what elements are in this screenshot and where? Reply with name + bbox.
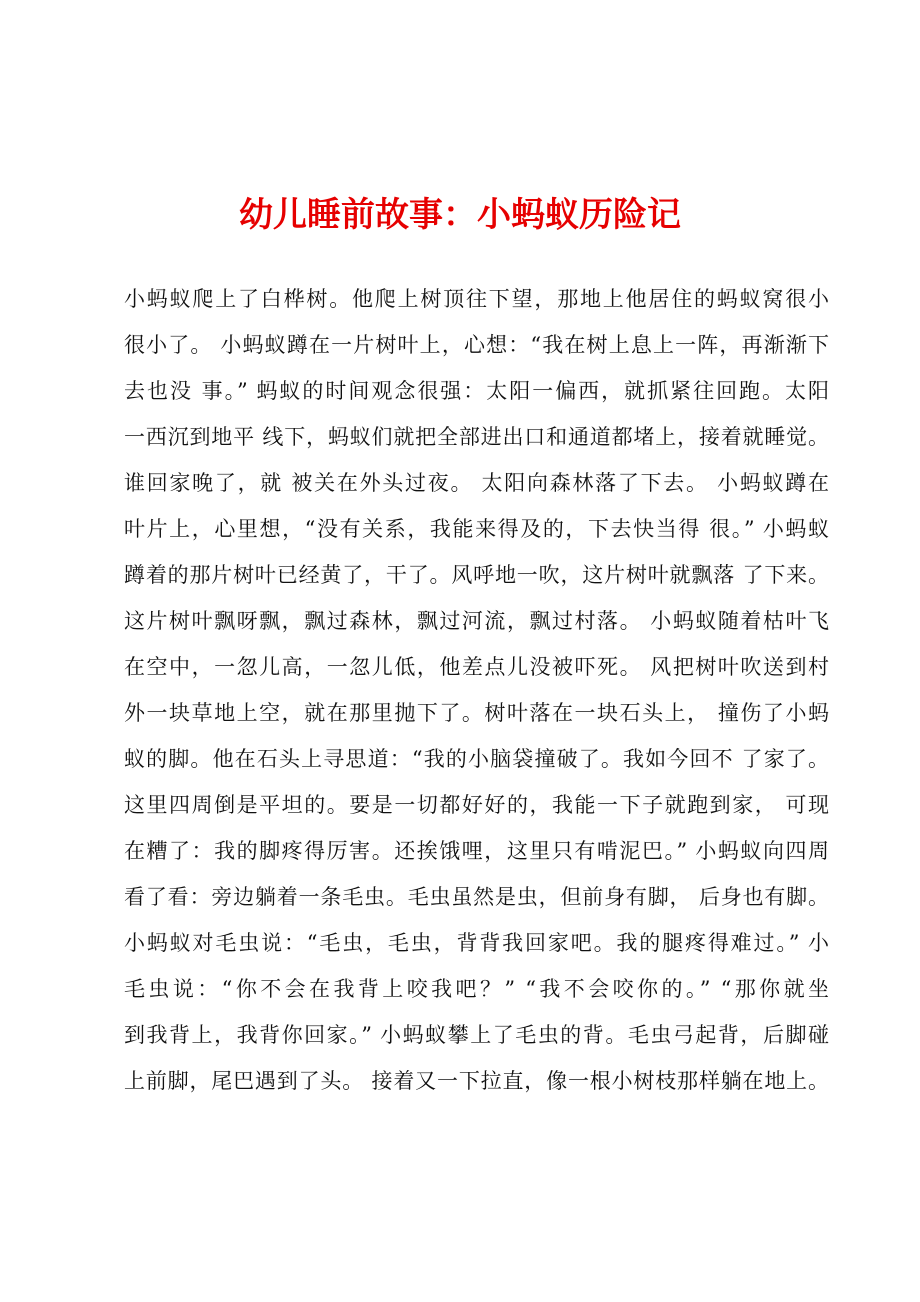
- text-line: 小蚂蚁爬上了白桦树。他爬上树顶往下望，那地上他居住的蚂蚁窝很小: [124, 287, 829, 311]
- text-line: 在空中，一忽儿高，一忽儿低，他差点儿没被吓死。 风把树叶吹送到村: [124, 655, 829, 679]
- text-line: 在糟了：我的脚疼得厉害。还挨饿哩，这里只有啃泥巴。” 小蚂蚁向四周: [124, 839, 829, 863]
- text-line: 谁回家晚了，就 被关在外头过夜。 太阳向森林落了下去。 小蚂蚁蹲在: [124, 471, 829, 495]
- text-line: 毛虫说：“你不会在我背上咬我吧？” “我不会咬你的。” “那你就坐: [124, 977, 829, 1001]
- text-line: 很小了。 小蚂蚁蹲在一片树叶上，心想：“我在树上息上一阵，再渐渐下: [124, 333, 829, 357]
- text-line: 外一块草地上空，就在那里抛下了。树叶落在一块石头上， 撞伤了小蚂: [124, 701, 829, 725]
- story-body: [124, 276, 829, 1104]
- text-line: 去也没 事。” 蚂蚁的时间观念很强：太阳一偏西，就抓紧往回跑。太阳: [124, 379, 829, 403]
- text-line: 蹲着的那片树叶已经黄了，干了。风呼地一吹，这片树叶就飘落 了下来。: [124, 563, 829, 587]
- text-line: 小蚂蚁对毛虫说：“毛虫，毛虫，背背我回家吧。我的腿疼得难过。” 小: [124, 931, 829, 955]
- text-line: 这里四周倒是平坦的。要是一切都好好的，我能一下子就跑到家， 可现: [124, 793, 829, 817]
- text-line: 一西沉到地平 线下，蚂蚁们就把全部进出口和通道都堵上，接着就睡觉。: [124, 425, 829, 449]
- text-line: 叶片上，心里想，“没有关系，我能来得及的，下去快当得 很。” 小蚂蚁: [124, 517, 829, 541]
- text-line: 看了看：旁边躺着一条毛虫。毛虫虽然是虫，但前身有脚， 后身也有脚。: [124, 885, 829, 909]
- text-line: 蚁的脚。他在石头上寻思道：“我的小脑袋撞破了。我如今回不 了家了。: [124, 747, 829, 771]
- text-line: 这片树叶飘呀飘，飘过森林，飘过河流，飘过村落。 小蚂蚁随着枯叶飞: [124, 609, 829, 633]
- text-line: 到我背上，我背你回家。” 小蚂蚁攀上了毛虫的背。毛虫弓起背，后脚碰: [124, 1023, 829, 1047]
- text-line: 上前脚，尾巴遇到了头。 接着又一下拉直，像一根小树枝那样躺在地上。: [124, 1069, 829, 1093]
- story-title: 幼儿睡前故事：小蚂蚁历险记: [239, 195, 681, 235]
